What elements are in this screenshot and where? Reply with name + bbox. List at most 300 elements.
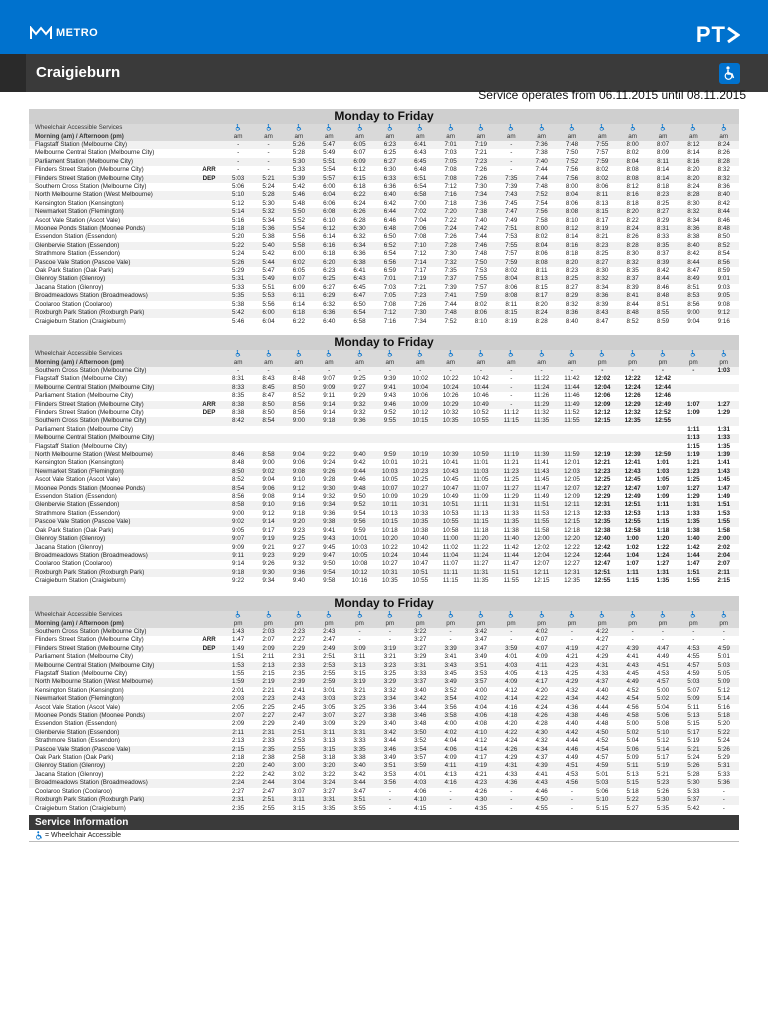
time-cell: 4:26 — [526, 712, 556, 720]
time-cell: 4:12 — [466, 737, 496, 745]
time-cell: 4:09 — [435, 754, 465, 762]
block-title: Monday to Friday — [29, 596, 739, 611]
wheelchair-legend-text: = Wheelchair Accessible — [45, 831, 122, 839]
time-cell: 8:38 — [223, 401, 253, 409]
time-cell — [678, 384, 708, 392]
time-cell: 9:18 — [223, 569, 253, 577]
wheelchair-icon — [569, 611, 575, 618]
time-cell: 11:13 — [466, 510, 496, 518]
time-cell: 8:36 — [587, 292, 617, 300]
time-cell: 1:49 — [223, 645, 253, 653]
station-name: Ascot Vale Station (Ascot Vale) — [29, 476, 195, 484]
pt-logo-text: PT — [695, 22, 726, 47]
period-cell: am — [617, 133, 647, 141]
time-cell: 10:13 — [375, 510, 405, 518]
time-cell: 1:55 — [709, 518, 740, 526]
time-cell: 10:42 — [466, 375, 496, 383]
time-cell: 12:01 — [557, 459, 587, 467]
time-cell: 8:18 — [557, 250, 587, 258]
time-cell: 5:33 — [284, 166, 314, 174]
table-row — [29, 166, 739, 174]
time-cell: 8:40 — [557, 318, 587, 326]
arr-dep-cell — [195, 620, 223, 628]
station-name: Glenbervie Station (Essendon) — [29, 729, 195, 737]
time-cell: 4:26 — [496, 746, 526, 754]
time-cell: 8:16 — [678, 158, 708, 166]
time-cell: 11:31 — [496, 501, 526, 509]
time-cell: 1:07 — [678, 401, 708, 409]
time-cell: 5:10 — [223, 191, 253, 199]
time-cell: 3:13 — [344, 662, 374, 670]
time-cell: 6:59 — [375, 267, 405, 275]
arr-dep-label — [195, 805, 223, 813]
time-cell: 11:52 — [557, 409, 587, 417]
time-cell: 8:31 — [223, 375, 253, 383]
wheelchair-icon — [539, 350, 545, 357]
wheelchair-accessible-cell — [375, 611, 405, 620]
time-cell: - — [496, 166, 526, 174]
time-cell: 7:56 — [557, 175, 587, 183]
time-cell: 4:33 — [587, 670, 617, 678]
time-cell: 3:35 — [344, 746, 374, 754]
arr-dep-label — [195, 225, 223, 233]
wheelchair-row-label: Wheelchair Accessible Services — [29, 350, 195, 359]
time-cell: 2:25 — [253, 704, 283, 712]
time-cell: 3:34 — [375, 695, 405, 703]
time-cell — [587, 426, 617, 434]
time-cell: 7:38 — [526, 149, 556, 157]
arr-dep-label — [195, 560, 223, 568]
time-cell: 7:42 — [466, 225, 496, 233]
pt-arrow-icon — [726, 26, 740, 44]
time-cell: 4:52 — [587, 737, 617, 745]
arr-dep-cell — [195, 359, 223, 367]
time-cell: 5:12 — [223, 200, 253, 208]
time-cell: 10:09 — [375, 493, 405, 501]
wheelchair-accessible-cell — [678, 124, 708, 133]
time-cell: 4:53 — [648, 670, 678, 678]
time-cell: 10:52 — [466, 409, 496, 417]
time-cell: 5:26 — [709, 746, 740, 754]
arr-dep-label — [195, 318, 223, 326]
time-cell: - — [496, 158, 526, 166]
time-cell: 5:36 — [709, 779, 740, 787]
time-cell: 11:44 — [496, 552, 526, 560]
time-cell: 8:35 — [648, 242, 678, 250]
station-name: Flagstaff Station (Melbourne City) — [29, 443, 195, 451]
time-cell: 8:18 — [648, 183, 678, 191]
time-cell: 6:22 — [344, 191, 374, 199]
time-cell: 12:45 — [617, 476, 647, 484]
time-cell: 3:22 — [405, 628, 435, 636]
time-cell: 9:47 — [314, 552, 344, 560]
timetable-body — [29, 350, 739, 586]
time-cell: 2:15 — [253, 670, 283, 678]
table-row — [29, 259, 739, 267]
time-cell: 9:12 — [284, 485, 314, 493]
time-cell: 10:20 — [375, 535, 405, 543]
period-cell: am — [375, 359, 405, 367]
time-cell: 10:24 — [375, 552, 405, 560]
time-cell: 9:16 — [709, 318, 740, 326]
time-cell: 5:16 — [709, 704, 740, 712]
table-row — [29, 788, 739, 796]
time-cell: 5:51 — [314, 158, 344, 166]
time-cell: 4:51 — [557, 762, 587, 770]
time-cell: - — [709, 636, 740, 644]
time-cell: 1:07 — [617, 560, 647, 568]
time-cell: 8:33 — [223, 384, 253, 392]
arr-dep-label — [195, 737, 223, 745]
time-cell: 8:15 — [587, 208, 617, 216]
time-cell: 8:14 — [557, 233, 587, 241]
time-cell: - — [496, 141, 526, 149]
time-cell: 7:26 — [466, 166, 496, 174]
time-cell: 1:19 — [678, 451, 708, 459]
wheelchair-icon — [660, 124, 666, 131]
time-cell: 12:22 — [617, 375, 647, 383]
time-cell: 3:11 — [344, 653, 374, 661]
wheelchair-accessible-cell — [223, 350, 253, 359]
time-cell: 2:41 — [284, 687, 314, 695]
time-cell: 4:44 — [557, 737, 587, 745]
wheelchair-icon — [357, 124, 363, 131]
time-cell: 10:03 — [344, 544, 374, 552]
time-cell: 7:59 — [466, 292, 496, 300]
time-cell: 3:46 — [375, 746, 405, 754]
wheelchair-icon — [660, 611, 666, 618]
time-cell: 3:38 — [375, 712, 405, 720]
time-cell: 5:56 — [284, 233, 314, 241]
time-cell: 5:10 — [648, 729, 678, 737]
time-cell: 7:44 — [526, 175, 556, 183]
time-cell: 2:01 — [223, 687, 253, 695]
period-cell: pm — [284, 620, 314, 628]
time-cell: 11:53 — [526, 510, 556, 518]
time-cell — [405, 443, 435, 451]
time-cell: 7:00 — [405, 200, 435, 208]
time-cell: 4:11 — [526, 662, 556, 670]
arr-dep-cell — [195, 133, 223, 141]
time-cell: 3:42 — [344, 771, 374, 779]
station-name: Parliament Station (Melbourne City) — [29, 426, 195, 434]
time-cell: - — [435, 628, 465, 636]
pt-logo — [696, 22, 740, 48]
time-cell: 9:50 — [344, 493, 374, 501]
time-cell: 7:48 — [435, 309, 465, 317]
route-title: Craigieburn — [36, 64, 121, 81]
arr-dep-label — [195, 301, 223, 309]
time-cell: 4:07 — [526, 636, 556, 644]
time-cell: 6:45 — [405, 158, 435, 166]
time-cell: 5:42 — [223, 309, 253, 317]
time-cell: 4:23 — [466, 779, 496, 787]
time-cell: 4:51 — [648, 662, 678, 670]
time-cell: 4:56 — [617, 704, 647, 712]
arr-dep-label — [195, 746, 223, 754]
arr-dep-label — [195, 695, 223, 703]
route-strip — [0, 54, 768, 92]
station-name: Glenbervie Station (Essendon) — [29, 501, 195, 509]
time-cell: 11:45 — [526, 476, 556, 484]
time-cell: 5:15 — [678, 720, 708, 728]
time-cell: 9:00 — [678, 309, 708, 317]
time-cell: 5:06 — [587, 788, 617, 796]
time-cell: 8:12 — [617, 183, 647, 191]
time-cell — [466, 434, 496, 442]
station-name: Melbourne Central Station (Melbourne City) — [29, 149, 195, 157]
time-cell: 8:47 — [678, 267, 708, 275]
time-cell: 6:43 — [344, 275, 374, 283]
time-cell: 5:28 — [253, 191, 283, 199]
time-cell: 10:31 — [405, 501, 435, 509]
time-cell: 7:57 — [466, 284, 496, 292]
time-cell: 4:42 — [587, 695, 617, 703]
wheelchair-icon — [539, 124, 545, 131]
time-cell: - — [314, 367, 344, 375]
time-cell: 7:02 — [405, 208, 435, 216]
time-cell: - — [496, 384, 526, 392]
station-name: Broadmeadows Station (Broadmeadows) — [29, 552, 195, 560]
station-name: Southern Cross Station (Melbourne City) — [29, 628, 195, 636]
time-cell: 3:13 — [314, 737, 344, 745]
time-cell — [617, 434, 647, 442]
time-cell: 4:43 — [526, 779, 556, 787]
time-cell: 7:12 — [375, 309, 405, 317]
station-name: North Melbourne Station (West Melbourne) — [29, 678, 195, 686]
time-cell: 10:22 — [375, 544, 405, 552]
time-cell: 5:07 — [678, 687, 708, 695]
period-cell: am — [344, 133, 374, 141]
wheelchair-icon — [508, 611, 514, 618]
time-cell: 7:20 — [435, 208, 465, 216]
time-cell: 4:00 — [466, 687, 496, 695]
time-cell: 7:08 — [375, 301, 405, 309]
time-cell — [709, 384, 740, 392]
time-cell: 10:46 — [466, 392, 496, 400]
time-cell: 4:20 — [526, 687, 556, 695]
time-cell: 11:18 — [466, 527, 496, 535]
time-cell: 12:09 — [557, 493, 587, 501]
table-row — [29, 318, 739, 326]
time-cell: 4:38 — [557, 712, 587, 720]
time-cell: 8:04 — [617, 158, 647, 166]
time-cell: 8:24 — [709, 141, 740, 149]
time-cell: 8:50 — [223, 468, 253, 476]
time-cell: 5:29 — [709, 754, 740, 762]
time-cell: 1:51 — [223, 653, 253, 661]
station-name: Strathmore Station (Essendon) — [29, 510, 195, 518]
time-cell: 10:26 — [435, 392, 465, 400]
time-cell: 3:25 — [344, 704, 374, 712]
time-cell: 12:46 — [648, 392, 678, 400]
time-cell: 8:58 — [223, 501, 253, 509]
time-cell: - — [617, 367, 647, 375]
time-cell: 12:35 — [557, 577, 587, 585]
table-row — [29, 200, 739, 208]
wheelchair-icon — [235, 124, 241, 131]
period-cell: am — [496, 359, 526, 367]
time-cell: 5:16 — [223, 217, 253, 225]
time-cell: 5:39 — [284, 175, 314, 183]
arr-dep-label — [195, 704, 223, 712]
time-cell: 3:50 — [405, 729, 435, 737]
time-cell: 5:22 — [617, 796, 647, 804]
wheelchair-accessible-cell — [375, 124, 405, 133]
time-cell: 6:20 — [314, 259, 344, 267]
wheelchair-accessible-cell — [344, 611, 374, 620]
time-cell: 10:53 — [435, 510, 465, 518]
time-cell: 8:50 — [253, 409, 283, 417]
time-cell: 6:15 — [344, 175, 374, 183]
time-cell: 12:32 — [617, 409, 647, 417]
time-cell: 3:51 — [344, 796, 374, 804]
time-cell — [435, 434, 465, 442]
time-cell: 3:32 — [375, 687, 405, 695]
time-cell: 12:47 — [587, 560, 617, 568]
time-cell — [435, 426, 465, 434]
time-cell: 5:35 — [223, 292, 253, 300]
time-cell: 2:20 — [223, 762, 253, 770]
time-cell — [435, 443, 465, 451]
time-cell: 8:34 — [587, 284, 617, 292]
time-cell: 9:41 — [375, 384, 405, 392]
time-cell — [587, 443, 617, 451]
time-cell: 12:51 — [617, 501, 647, 509]
time-cell: 1:33 — [678, 510, 708, 518]
arr-dep-label — [195, 653, 223, 661]
wheelchair-accessible-cell — [496, 350, 526, 359]
time-cell: 8:20 — [557, 259, 587, 267]
time-cell: 5:33 — [223, 284, 253, 292]
table-row — [29, 225, 739, 233]
time-cell: 6:16 — [314, 242, 344, 250]
time-cell: 5:47 — [253, 267, 283, 275]
time-cell: 2:18 — [223, 754, 253, 762]
time-cell: 11:02 — [435, 544, 465, 552]
time-cell: 9:07 — [314, 375, 344, 383]
time-cell: 8:33 — [648, 233, 678, 241]
time-cell: 5:49 — [253, 275, 283, 283]
wheelchair-icon — [448, 350, 454, 357]
time-cell: 2:49 — [314, 645, 344, 653]
time-cell: 8:32 — [587, 275, 617, 283]
header-bar — [0, 0, 768, 54]
time-cell: 6:44 — [375, 208, 405, 216]
time-cell: 4:13 — [526, 670, 556, 678]
wheelchair-accessible-cell — [557, 350, 587, 359]
time-cell: 3:44 — [405, 704, 435, 712]
time-cell: 7:50 — [557, 149, 587, 157]
time-cell: 4:57 — [678, 662, 708, 670]
period-row-label: Morning (am) / Afternoon (pm) — [29, 133, 195, 141]
time-cell: 5:47 — [314, 141, 344, 149]
time-cell: 3:24 — [314, 779, 344, 787]
time-cell: 5:23 — [648, 779, 678, 787]
arr-dep-label — [195, 662, 223, 670]
arr-dep-label — [195, 434, 223, 442]
time-cell: 3:41 — [435, 653, 465, 661]
time-cell: - — [223, 158, 253, 166]
time-cell: 8:20 — [617, 208, 647, 216]
time-cell: 9:36 — [344, 417, 374, 425]
time-cell: 7:35 — [435, 267, 465, 275]
time-cell: 6:41 — [344, 267, 374, 275]
time-cell: 10:33 — [405, 510, 435, 518]
time-cell: 7:50 — [466, 259, 496, 267]
arr-dep-label — [195, 729, 223, 737]
time-cell: 8:02 — [617, 149, 647, 157]
time-cell: 4:53 — [557, 771, 587, 779]
time-cell: 11:22 — [526, 375, 556, 383]
time-cell: 8:46 — [648, 284, 678, 292]
time-cell: 6:02 — [284, 259, 314, 267]
time-cell: - — [709, 796, 740, 804]
time-cell: 10:39 — [435, 451, 465, 459]
time-cell: 12:03 — [557, 468, 587, 476]
station-name: Craigieburn Station (Craigieburn) — [29, 318, 195, 326]
time-cell: 4:46 — [526, 788, 556, 796]
arr-dep-label — [195, 527, 223, 535]
time-cell: 8:11 — [587, 191, 617, 199]
time-cell: 6:43 — [405, 149, 435, 157]
time-cell: 7:53 — [496, 233, 526, 241]
time-cell: 12:15 — [557, 518, 587, 526]
time-cell: 7:34 — [405, 318, 435, 326]
period-cell: pm — [709, 620, 740, 628]
time-cell: 3:44 — [344, 779, 374, 787]
arr-dep-label — [195, 687, 223, 695]
time-cell: 4:06 — [466, 712, 496, 720]
time-cell: 9:02 — [253, 468, 283, 476]
time-cell: 4:17 — [526, 678, 556, 686]
time-cell: 11:09 — [466, 493, 496, 501]
wheelchair-icon — [266, 350, 272, 357]
time-cell: 11:03 — [466, 468, 496, 476]
time-cell: 10:12 — [344, 569, 374, 577]
time-cell: 3:35 — [314, 805, 344, 813]
time-cell: 10:43 — [435, 468, 465, 476]
time-cell: 5:00 — [648, 687, 678, 695]
time-cell: 12:43 — [617, 468, 647, 476]
wheelchair-accessible-cell — [587, 124, 617, 133]
time-cell: 7:46 — [466, 242, 496, 250]
time-cell: 9:54 — [344, 510, 374, 518]
time-cell: 8:37 — [617, 275, 647, 283]
time-cell: 5:01 — [709, 653, 740, 661]
station-name: Kensington Station (Kensington) — [29, 200, 195, 208]
wheelchair-accessible-cell — [496, 611, 526, 620]
period-cell: am — [435, 359, 465, 367]
wheelchair-row-label: Wheelchair Accessible Services — [29, 611, 195, 620]
time-cell: 1:44 — [678, 552, 708, 560]
time-cell: 7:40 — [526, 158, 556, 166]
time-cell: 11:23 — [496, 468, 526, 476]
station-name: Essendon Station (Essendon) — [29, 720, 195, 728]
time-cell: 8:59 — [709, 267, 740, 275]
period-cell: am — [648, 133, 678, 141]
arr-dep-label — [195, 217, 223, 225]
station-name: Parliament Station (Melbourne City) — [29, 392, 195, 400]
time-cell: 6:48 — [375, 225, 405, 233]
time-cell: 10:07 — [375, 485, 405, 493]
table-row — [29, 645, 739, 653]
time-cell: 5:24 — [709, 737, 740, 745]
time-cell: 6:36 — [314, 309, 344, 317]
time-cell: 8:48 — [284, 375, 314, 383]
time-cell: 3:49 — [466, 653, 496, 661]
table-row — [29, 746, 739, 754]
